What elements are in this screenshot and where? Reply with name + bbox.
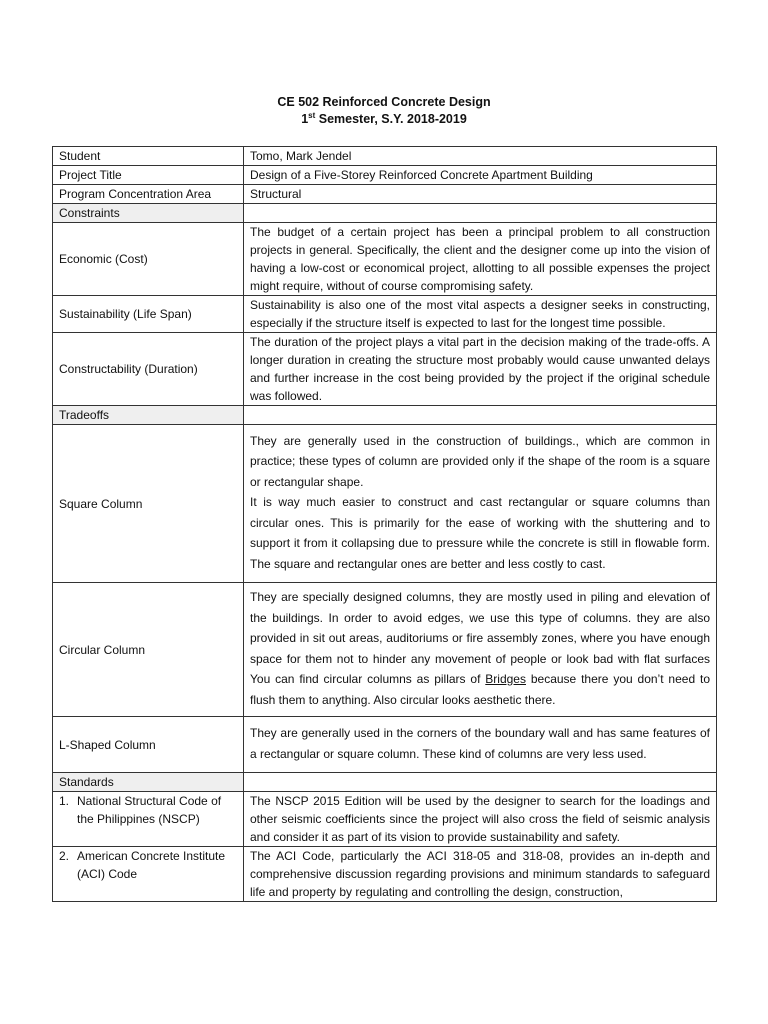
- sustainability-description: Sustainability is also one of the most vital aspects a designer seeks in constructing, especially if the structure itself is expected to last for the longest time possible.: [244, 296, 717, 333]
- empty-cell: [244, 773, 717, 792]
- section-label-tradeoffs: Tradeoffs: [53, 406, 244, 425]
- standard-label-cell: [53, 792, 244, 847]
- item-number: 1.: [59, 794, 70, 808]
- numbered-label: [59, 847, 237, 883]
- row-label: Constructability (Duration): [53, 333, 244, 406]
- circular-column-description: [244, 583, 717, 717]
- standard-label-cell: [53, 847, 244, 902]
- empty-cell: [244, 204, 717, 223]
- row-label: L-Shaped Column: [53, 717, 244, 773]
- circular-column-text: They are specially designed columns, they are mostly used in piling and elevation of the buildings. In order to avoid edges, we use this type of columns. they are also provided in sit out areas, auditoriums or fire assembly zones, where you have enough space for them not to hinder any movement of people or look bad with flat surfaces You can find circular columns as pillars of: [250, 590, 710, 686]
- numbered-label: [59, 792, 237, 828]
- student-name: Tomo, Mark Jendel: [244, 147, 717, 166]
- project-info-table: [52, 146, 717, 902]
- square-column-paragraph-2: It is way much easier to construct and cast rectangular or square columns than circular ones. This is primarily for the ease of working with the shuttering and to support it from it collapsing due to pressure while the concrete is still in flowable form. The square and rectangular ones are better and less costly to cast.: [250, 495, 710, 571]
- semester-line: [0, 111, 768, 127]
- concentration-value: Structural: [244, 185, 717, 204]
- table-row-student: [53, 147, 717, 166]
- row-label: Student: [53, 147, 244, 166]
- semester-number: 1: [301, 112, 309, 126]
- empty-cell: [244, 406, 717, 425]
- row-label: Program Concentration Area: [53, 185, 244, 204]
- document-title: CE 502 Reinforced Concrete Design: [277, 95, 491, 109]
- table-row-project-title: [53, 166, 717, 185]
- economic-description: The budget of a certain project has been a principal problem to all construction projects in general. Specifically, the client and the designer come up into the vision of having a low-cost or economical project, allotting to all possible expenses the project might require, without of course compromising safety.: [244, 223, 717, 296]
- table-row-aci: [53, 847, 717, 902]
- bridges-link[interactable]: Bridges: [485, 672, 526, 686]
- row-label: Circular Column: [53, 583, 244, 717]
- table-row-nscp: [53, 792, 717, 847]
- square-column-paragraph-1: They are generally used in the construction of buildings., which are common in practice; these types of column are provided only if the shape of the room is a square or rectangular shape.: [250, 433, 710, 489]
- section-row-standards: [53, 773, 717, 792]
- section-row-tradeoffs: [53, 406, 717, 425]
- section-label-standards: Standards: [53, 773, 244, 792]
- table-row-concentration: [53, 185, 717, 204]
- table-row-square-column: [53, 425, 717, 583]
- constructability-description: The duration of the project plays a vital part in the decision making of the trade-offs. A longer duration in creating the structure most probably would cause unwanted delays and further increase in the cost being provided by the project if the original schedule was followed.: [244, 333, 717, 406]
- section-row-constraints: [53, 204, 717, 223]
- row-label: Square Column: [53, 425, 244, 583]
- row-label: Project Title: [53, 166, 244, 185]
- aci-description: The ACI Code, particularly the ACI 318-05 and 318-08, provides an in-depth and comprehensive discussion regarding provisions and minimum standards to safeguard life and property by regulating and controlling the design, construction,: [244, 847, 717, 902]
- table-row-economic: [53, 223, 717, 296]
- semester-superscript: st: [308, 110, 316, 120]
- standard-name: National Structural Code of the Philippines (NSCP): [77, 794, 222, 826]
- standard-name: American Concrete Institute (ACI) Code: [77, 849, 226, 881]
- l-shaped-column-description: They are generally used in the corners of the boundary wall and has same features of a rectangular or square column. These kind of columns are very less used.: [244, 717, 717, 773]
- square-column-description: [244, 425, 717, 583]
- section-label-constraints: Constraints: [53, 204, 244, 223]
- project-title-value: Design of a Five-Storey Reinforced Concrete Apartment Building: [244, 166, 717, 185]
- table-row-l-shaped-column: [53, 717, 717, 773]
- table-row-sustainability: [53, 296, 717, 333]
- nscp-description: The NSCP 2015 Edition will be used by the designer to search for the loadings and other seismic coefficients since the project will also cross the field of seismic analysis and consider it as part of its vision to provide sustainability and safety.: [244, 792, 717, 847]
- table-row-circular-column: [53, 583, 717, 717]
- table-row-constructability: [53, 333, 717, 406]
- row-label: Sustainability (Life Span): [53, 296, 244, 333]
- circular-column-text-end: because there you don’t need to flush them to anything. Also circular looks aesthetic there.: [250, 672, 711, 707]
- semester-text: Semester, S.Y. 2018-2019: [315, 112, 467, 126]
- item-number: 2.: [59, 849, 70, 863]
- row-label: Economic (Cost): [53, 223, 244, 296]
